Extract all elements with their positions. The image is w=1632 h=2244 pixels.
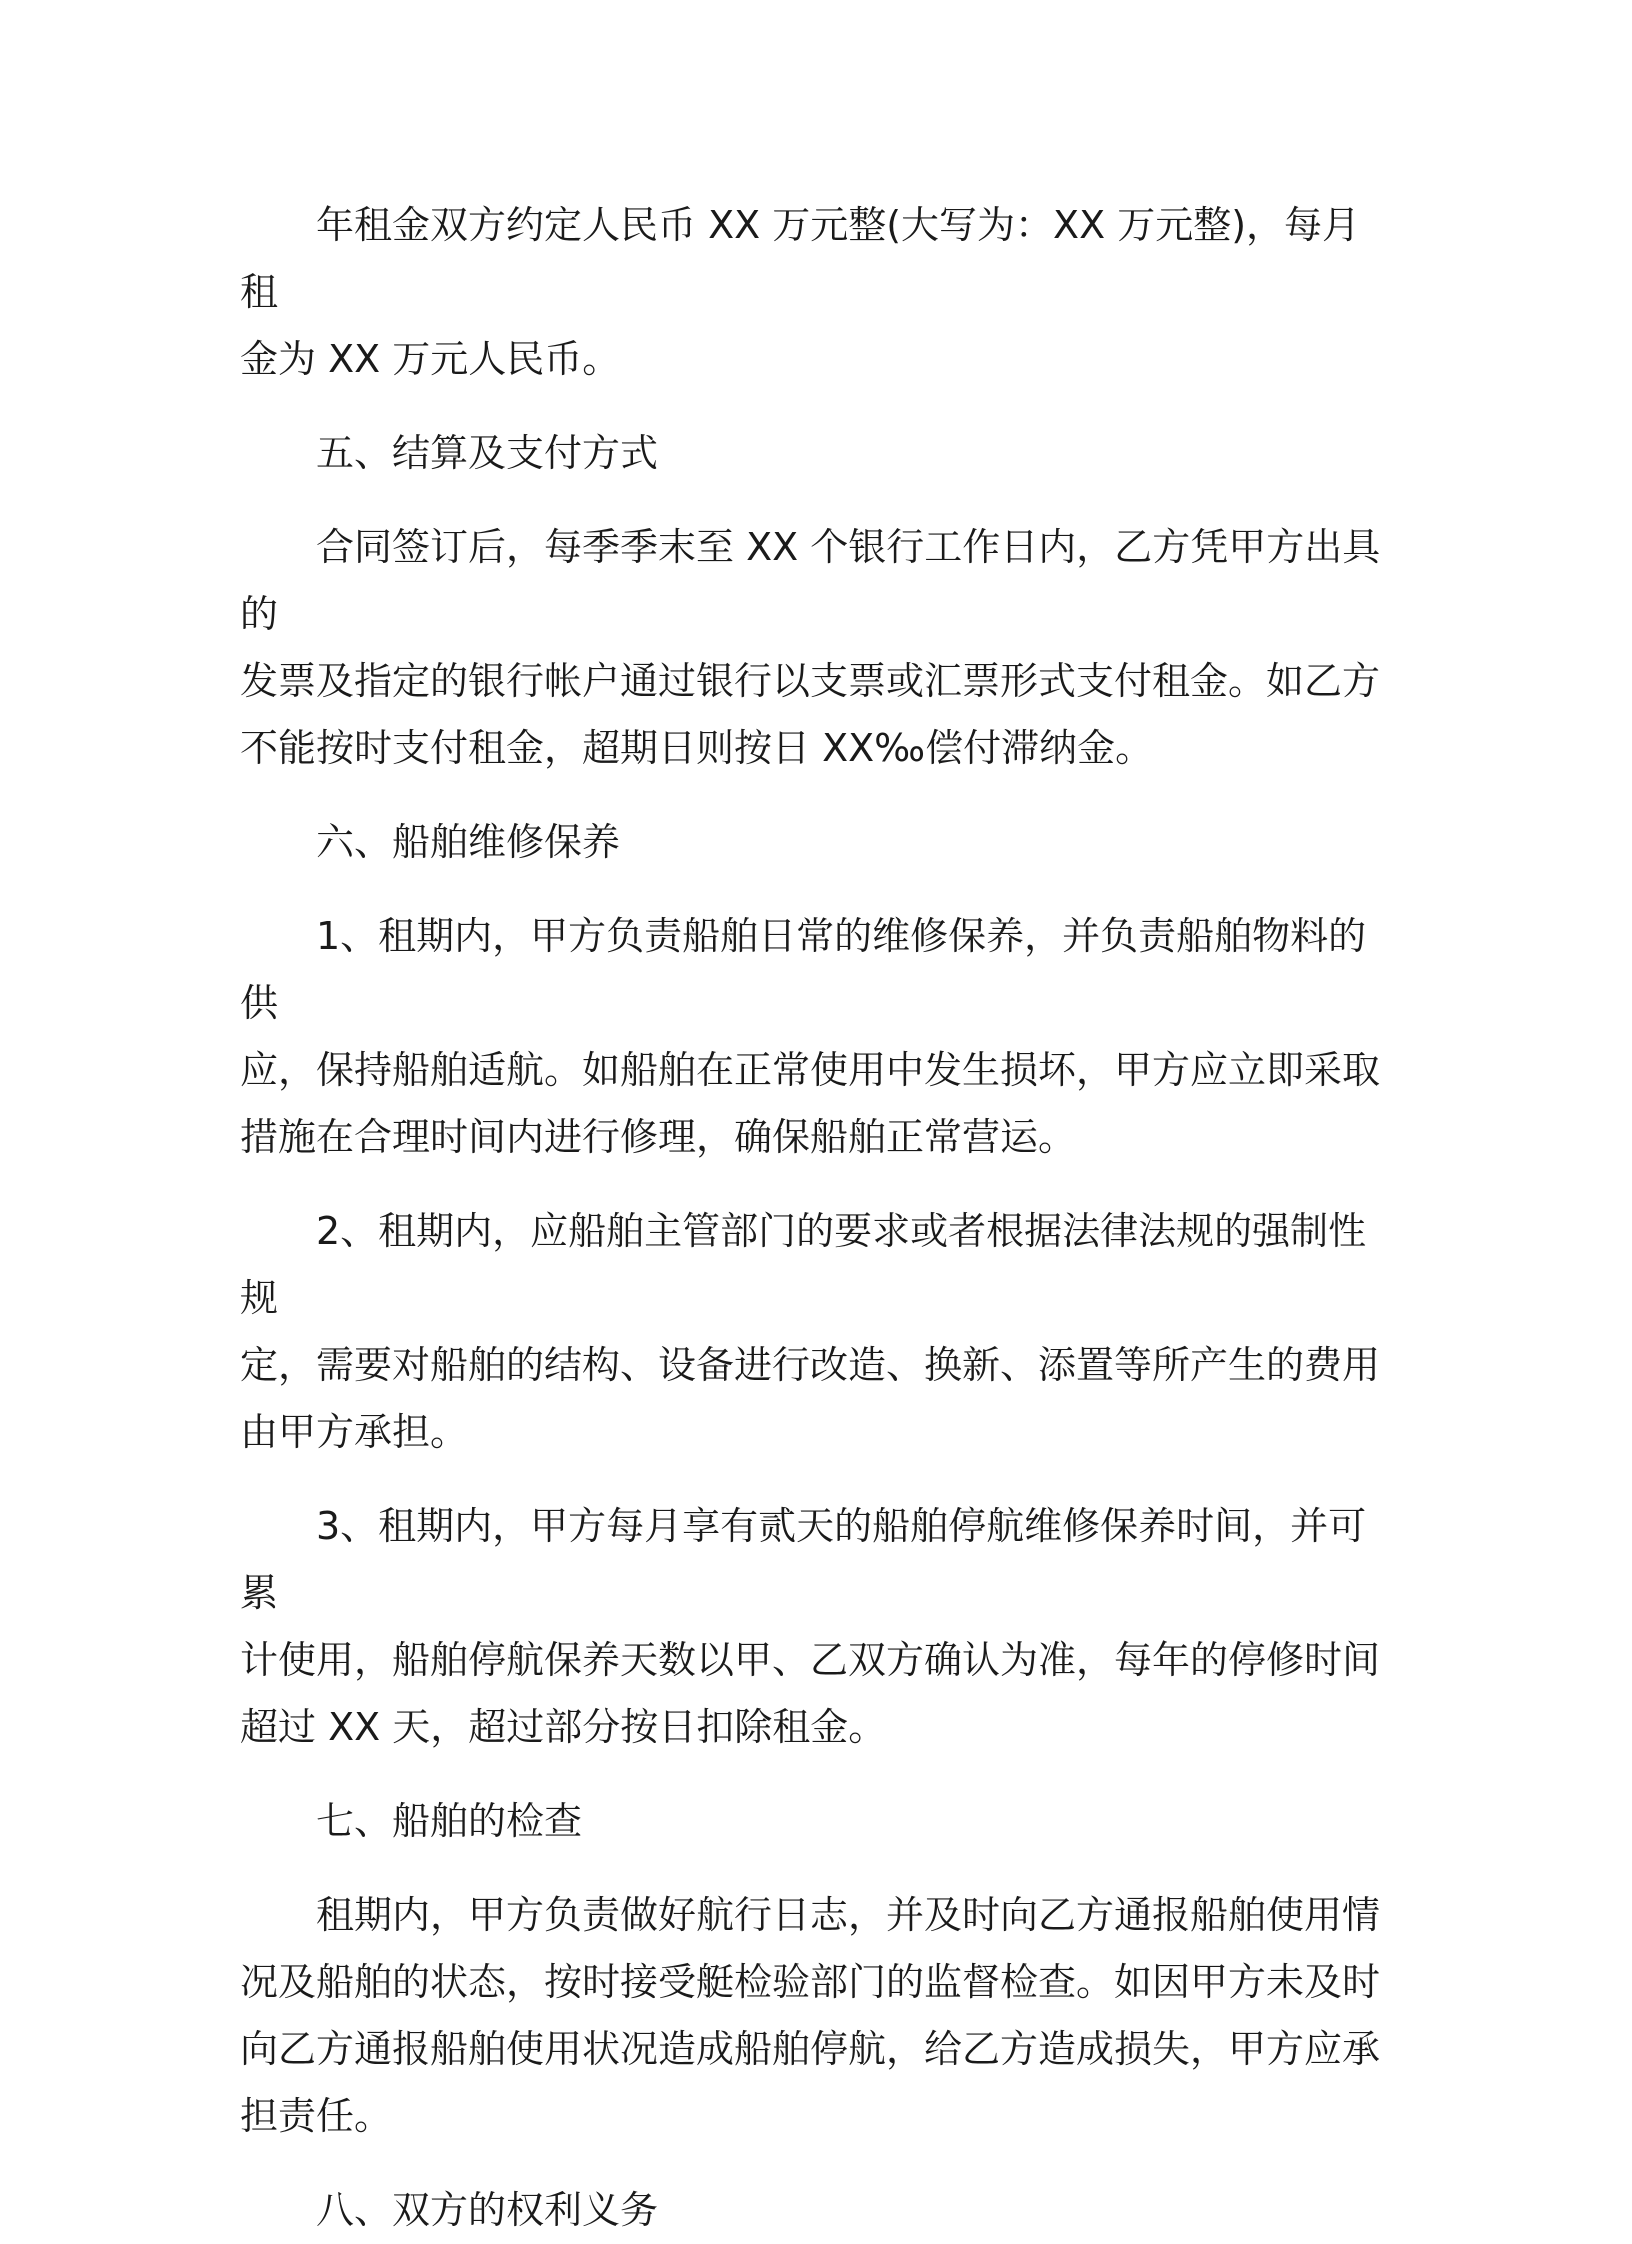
text-line: 定，需要对船舶的结构、设备进行改造、换新、添置等所产生的费用 (240, 1343, 1381, 1387)
text-line: 不能按时支付租金，超期日则按日 XX‰偿付滞纳金。 (240, 726, 1154, 770)
text-line: 合同签订后，每季季末至 XX 个银行工作日内，乙方凭甲方出具的 (240, 525, 1381, 636)
section-heading-inspection: 七、船舶的检查 (316, 1799, 583, 1843)
paragraph-maintenance-1 (240, 903, 1392, 1171)
text-line: 措施在合理时间内进行修理，确保船舶正常营运。 (240, 1115, 1077, 1159)
text-line: 超过 XX 天，超过部分按日扣除租金。 (240, 1705, 887, 1749)
text-line: 租期内，甲方负责做好航行日志，并及时向乙方通报船舶使用情 (316, 1893, 1381, 1937)
paragraph-inspection (240, 1882, 1392, 2150)
text-line: 计使用，船舶停航保养天数以甲、乙双方确认为准，每年的停修时间 (240, 1638, 1381, 1682)
text-line: 况及船舶的状态，按时接受艇检验部门的监督检查。如因甲方未及时 (240, 1960, 1381, 2004)
text-line: 2、租期内，应船舶主管部门的要求或者根据法律法规的强制性规 (240, 1209, 1367, 1320)
text-line: 年租金双方约定人民币 XX 万元整(大写为：XX 万元整)，每月租 (240, 203, 1361, 314)
paragraph-maintenance-2 (240, 1198, 1392, 1466)
text-line: 1、租期内，甲方负责船舶日常的维修保养，并负责船舶物料的供 (240, 914, 1367, 1025)
section-heading-settlement: 五、结算及支付方式 (316, 431, 659, 475)
paragraph-maintenance-3 (240, 1493, 1392, 1761)
paragraph-rent-amount (240, 192, 1392, 393)
text-line: 向乙方通报船舶使用状况造成船舶停航，给乙方造成损失，甲方应承 (240, 2027, 1381, 2071)
section-heading-maintenance: 六、船舶维修保养 (316, 820, 621, 864)
section-heading-rights-obligations: 八、双方的权利义务 (316, 2188, 659, 2232)
text-line: 担责任。 (240, 2094, 393, 2138)
text-line: 发票及指定的银行帐户通过银行以支票或汇票形式支付租金。如乙方 (240, 659, 1381, 703)
text-line: 金为 XX 万元人民币。 (240, 337, 621, 381)
text-line: 由甲方承担。 (240, 1410, 469, 1454)
text-line: 应，保持船舶适航。如船舶在正常使用中发生损坏，甲方应立即采取 (240, 1048, 1381, 1092)
text-line: 3、租期内，甲方每月享有贰天的船舶停航维修保养时间，并可累 (240, 1504, 1367, 1615)
paragraph-payment (240, 514, 1392, 782)
